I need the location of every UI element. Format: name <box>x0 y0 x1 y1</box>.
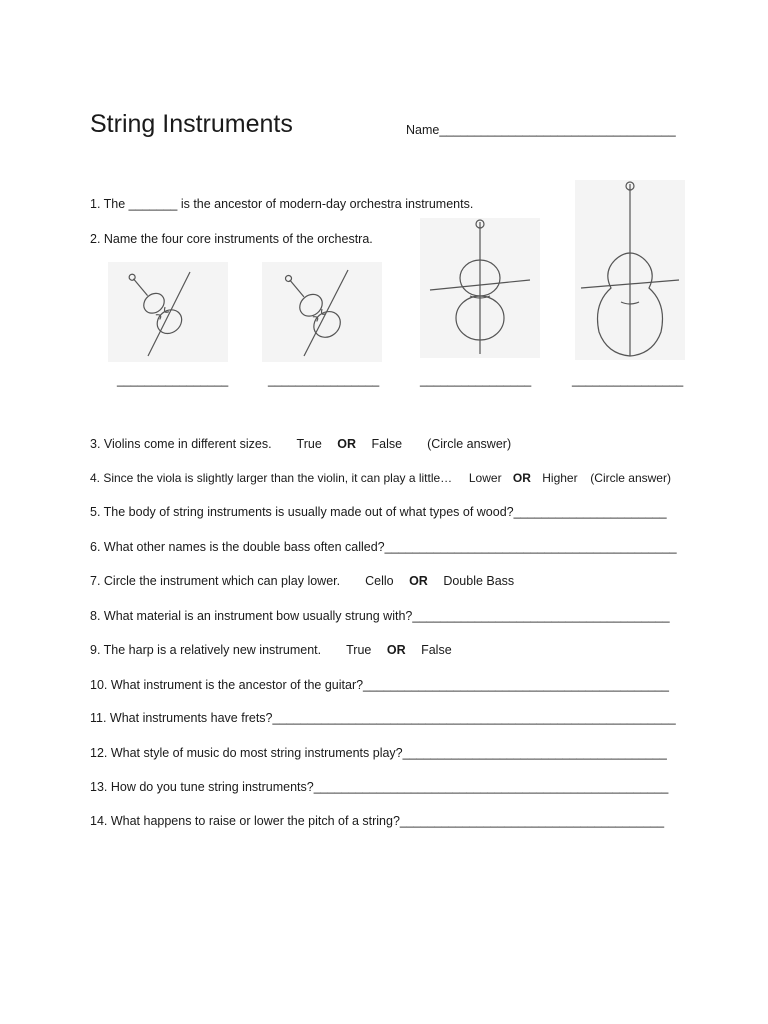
viola-icon <box>262 262 382 362</box>
question-11: 11. What instruments have frets?__________________________________________________________ <box>90 711 676 725</box>
circle-note: (Circle answer) <box>590 471 671 485</box>
or-label: OR <box>337 437 357 451</box>
instrument-blank-4[interactable]: ________________ <box>572 373 684 387</box>
or-label: OR <box>409 574 428 588</box>
question-13: 13. How do you tune string instruments?___________________________________________________ <box>90 780 669 794</box>
question-12: 12. What style of music do most string instruments play?______________________________________ <box>90 746 667 760</box>
question-3-text: 3. Violins come in different sizes. <box>90 437 272 451</box>
answer-higher[interactable]: Higher <box>542 471 578 485</box>
name-field[interactable]: Name__________________________________ <box>406 123 676 137</box>
double-bass-icon <box>575 180 685 360</box>
question-7 <box>90 574 514 588</box>
question-9-text: 9. The harp is a relatively new instrument. <box>90 643 322 657</box>
question-4-text: 4. Since the viola is slightly larger than the violin, it can play a little… <box>90 471 453 485</box>
question-1: 1. The _______ is the ancestor of modern-day orchestra instruments. <box>90 197 474 211</box>
circle-note: (Circle answer) <box>427 437 512 451</box>
answer-lower[interactable]: Lower <box>468 471 502 485</box>
cello-icon <box>420 218 540 358</box>
worksheet-title: String Instruments <box>90 110 293 138</box>
answer-cello[interactable]: Cello <box>365 574 394 588</box>
or-label: OR <box>386 643 406 657</box>
question-4 <box>90 471 671 485</box>
question-10: 10. What instrument is the ancestor of the guitar?____________________________________________ <box>90 678 669 692</box>
question-2: 2. Name the four core instruments of the orchestra. <box>90 232 373 246</box>
question-14: 14. What happens to raise or lower the pitch of a string?______________________________________ <box>90 814 665 828</box>
answer-false[interactable]: False <box>371 437 403 451</box>
answer-false[interactable]: False <box>421 643 452 657</box>
answer-true[interactable]: True <box>346 643 372 657</box>
instrument-blank-2[interactable]: ________________ <box>268 373 380 387</box>
question-9 <box>90 643 452 657</box>
answer-double-bass[interactable]: Double Bass <box>443 574 515 588</box>
or-label: OR <box>512 471 531 485</box>
answer-true[interactable]: True <box>296 437 322 451</box>
question-5: 5. The body of string instruments is usually made out of what types of wood?______________________ <box>90 505 667 519</box>
instrument-blank-3[interactable]: ________________ <box>420 373 532 387</box>
instrument-blank-1[interactable]: ________________ <box>117 373 229 387</box>
question-8: 8. What material is an instrument bow usually strung with?_____________________________________ <box>90 609 670 623</box>
violin-icon <box>108 262 228 362</box>
question-7-text: 7. Circle the instrument which can play lower. <box>90 574 341 588</box>
question-3 <box>90 437 511 451</box>
question-6: 6. What other names is the double bass often called?__________________________________________ <box>90 540 677 554</box>
